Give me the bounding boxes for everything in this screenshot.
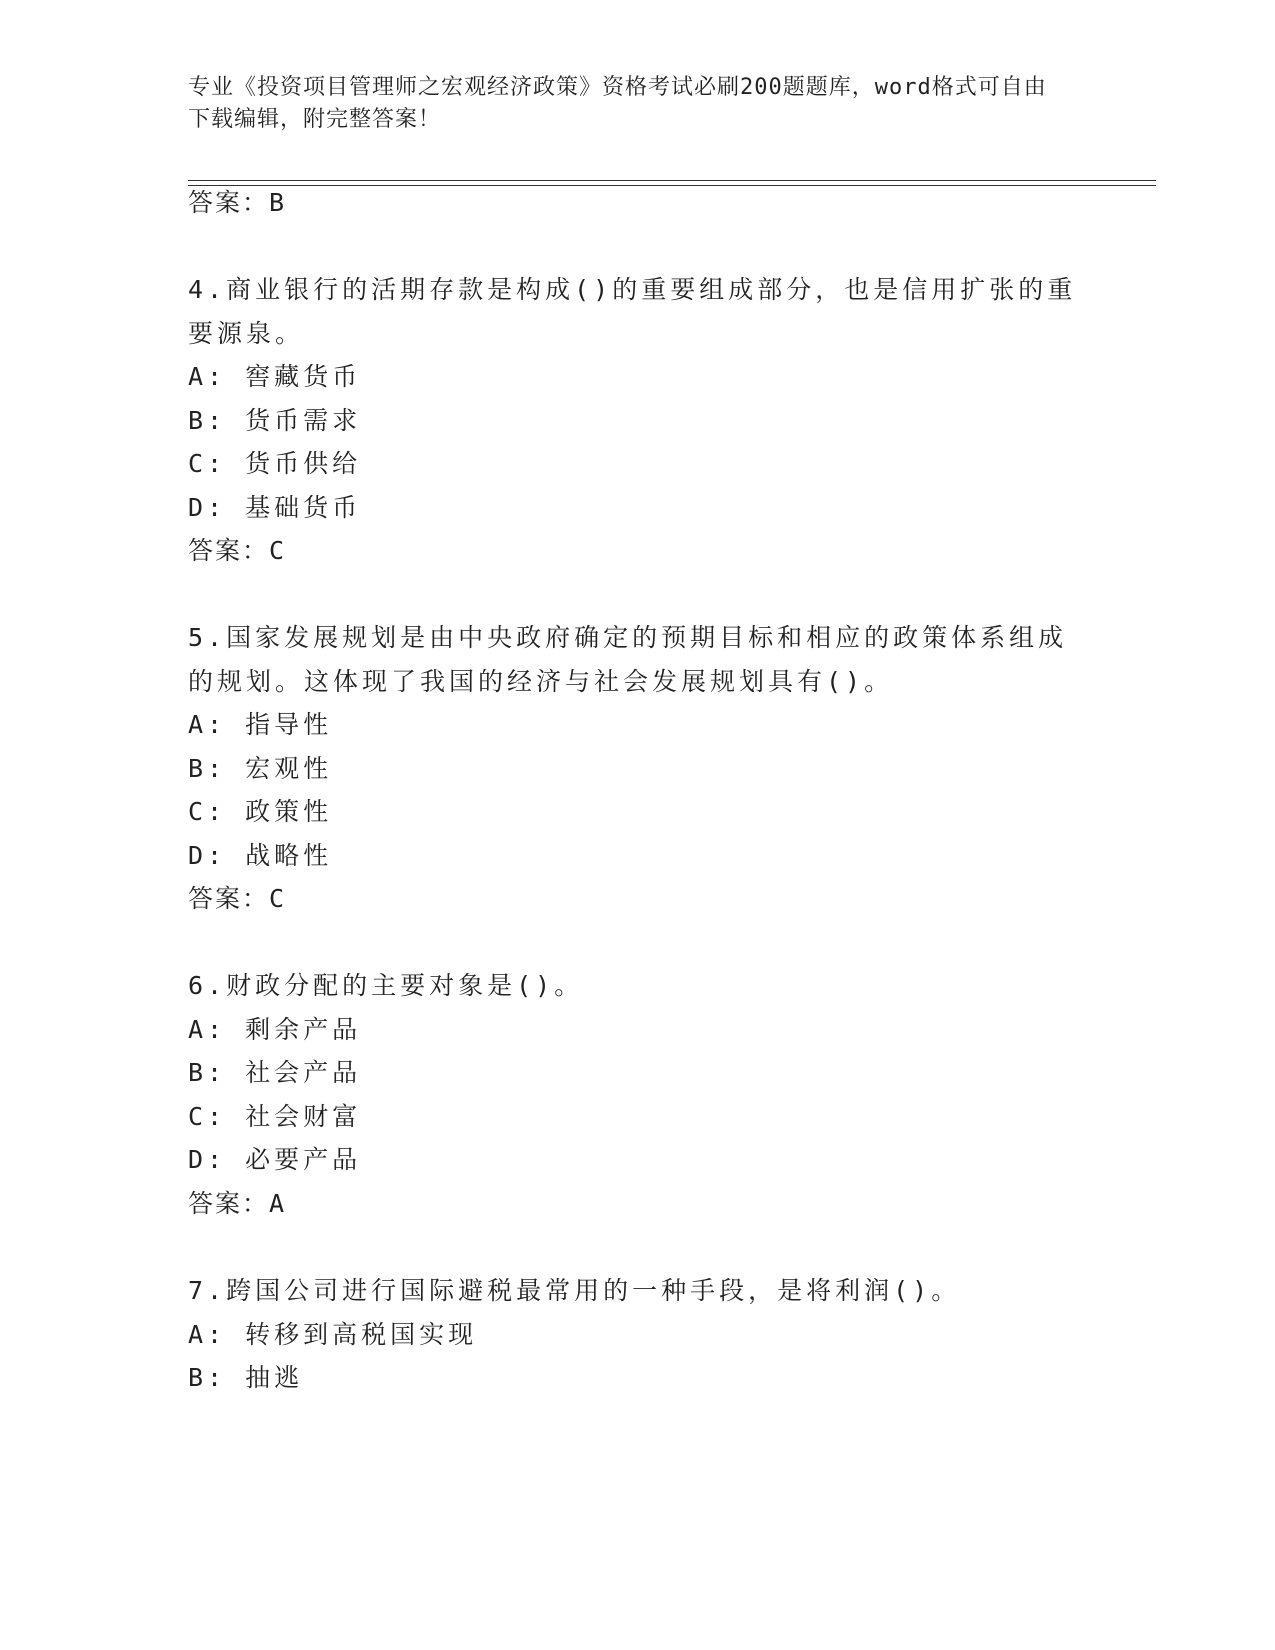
question-5-stem-line1: 5.国家发展规划是由中央政府确定的预期目标和相应的政策体系组成 bbox=[188, 623, 1068, 652]
answer-previous: 答案：B bbox=[188, 188, 287, 217]
question-5-option-a: A: 指导性 bbox=[188, 710, 333, 739]
question-5-stem-line2: 的规划。这体现了我国的经济与社会发展规划具有()。 bbox=[188, 667, 894, 696]
question-5-option-d: D: 战略性 bbox=[188, 841, 333, 870]
question-4-option-c: C: 货币供给 bbox=[188, 449, 362, 478]
question-6-option-d: D: 必要产品 bbox=[188, 1145, 362, 1174]
question-4-stem-line1: 4.商业银行的活期存款是构成()的重要组成部分，也是信用扩张的重 bbox=[188, 275, 1077, 304]
question-5-answer: 答案：C bbox=[188, 884, 287, 913]
question-6-stem: 6.财政分配的主要对象是()。 bbox=[188, 971, 584, 1000]
question-6-option-c: C: 社会财富 bbox=[188, 1102, 362, 1131]
question-4-option-d: D: 基础货币 bbox=[188, 493, 362, 522]
question-4-stem-line2: 要源泉。 bbox=[188, 319, 305, 348]
question-5-option-c: C: 政策性 bbox=[188, 797, 333, 826]
question-7-option-b: B: 抽逃 bbox=[188, 1363, 304, 1392]
question-6-option-a: A: 剩余产品 bbox=[188, 1015, 362, 1044]
question-7-option-a: A: 转移到高税国实现 bbox=[188, 1320, 478, 1349]
question-6-answer: 答案：A bbox=[188, 1189, 287, 1218]
question-5-option-b: B: 宏观性 bbox=[188, 754, 333, 783]
document-header: 专业《投资项目管理师之宏观经济政策》资格考试必刷200题题库，word格式可自由下载编辑，附完整答案！ bbox=[188, 75, 1047, 132]
question-6-option-b: B: 社会产品 bbox=[188, 1058, 362, 1087]
question-4-option-b: B: 货币需求 bbox=[188, 406, 362, 435]
question-7-stem: 7.跨国公司进行国际避税最常用的一种手段，是将利润()。 bbox=[188, 1276, 961, 1305]
question-4-answer: 答案：C bbox=[188, 536, 287, 565]
question-4-option-a: A: 窖藏货币 bbox=[188, 362, 362, 391]
